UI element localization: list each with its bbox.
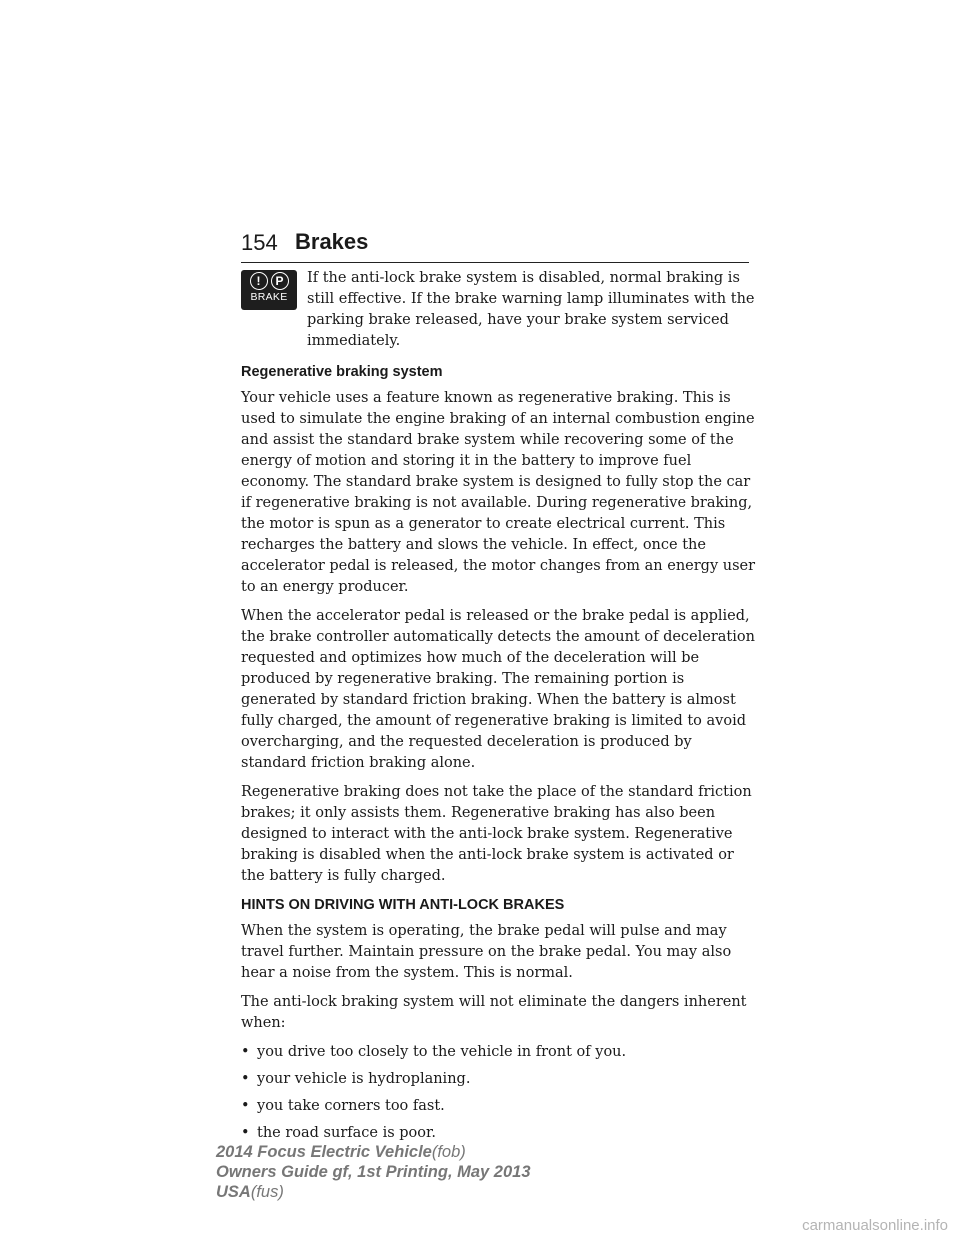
footer-line: Owners Guide gf, 1st Printing, May 2013 <box>216 1163 531 1181</box>
bullet-icon: • <box>241 1125 250 1141</box>
hints-paragraph: The anti-lock braking system will not eliminate the dangers inherent when: <box>241 994 747 1031</box>
footer-line: USA(fus) <box>216 1183 284 1201</box>
bullet-icon: • <box>241 1071 250 1087</box>
bullet-icon: • <box>241 1098 250 1114</box>
footer-line: 2014 Focus Electric Vehicle(fob) <box>216 1143 466 1161</box>
warning-text: If the anti-lock brake system is disabled, normal braking is still effective. If the brake warning lamp illuminates with the parking brake released, have your brake system serviced immediately. <box>307 270 755 349</box>
list-item <box>241 1069 756 1090</box>
regen-paragraph: Regenerative braking does not take the place of the standard friction brakes; it only assists them. Regenerative braking has also been designed to interact with the anti-lock brake system. Regenerative braking is disabled when the anti-lock brake system is activated or the battery is fully charged. <box>241 784 752 884</box>
section-title: Brakes <box>295 229 369 254</box>
list-item-text: you take corners too fast. <box>257 1098 445 1114</box>
exclamation-icon: ! <box>250 272 268 290</box>
regen-paragraph: Your vehicle uses a feature known as regenerative braking. This is used to simulate the engine braking of an internal combustion engine and assist the standard brake system while recovering some of the energy of motion and storing it in the battery to improve fuel economy. The standard brake system is designed to fully stop the car if regenerative braking is not available. During regenerative braking, the motor is spun as a generator to create electrical current. This recharges the battery and slows the vehicle. In effect, once the accelerator pedal is released, the motor changes from an energy user to an energy producer. <box>241 390 756 595</box>
regen-heading: Regenerative braking system <box>241 364 443 380</box>
page-content <box>241 268 756 1150</box>
hints-paragraph: When the system is operating, the brake pedal will pulse and may travel further. Maintain pressure on the brake pedal. You may also hear a noise from the system. This is normal. <box>241 923 732 981</box>
warning-block <box>241 268 756 352</box>
regen-paragraph: When the accelerator pedal is released or the brake pedal is applied, the brake controller automatically detects the amount of deceleration requested and optimizes how much of the deceleration will be produced by regenerative braking. The remaining portion is generated by standard friction braking. When the battery is almost fully charged, the amount of regenerative braking is limited to avoid overcharging, and the requested deceleration is produced by standard friction braking alone. <box>241 608 755 771</box>
list-item-text: you drive too closely to the vehicle in front of you. <box>257 1044 627 1060</box>
hints-heading: HINTS ON DRIVING WITH ANTI-LOCK BRAKES <box>241 897 565 913</box>
watermark-link[interactable]: carmanualsonline.info <box>802 1217 948 1234</box>
footer <box>216 1142 531 1202</box>
lamp-label: BRAKE <box>250 291 288 303</box>
parking-icon: P <box>271 272 289 290</box>
page-number: 154 <box>241 230 278 255</box>
list-item-text: the road surface is poor. <box>257 1125 436 1141</box>
page-header <box>241 228 749 263</box>
bullet-icon: • <box>241 1044 250 1060</box>
danger-list <box>241 1042 756 1144</box>
list-item <box>241 1123 756 1144</box>
list-item-text: your vehicle is hydroplaning. <box>257 1071 471 1087</box>
list-item <box>241 1096 756 1117</box>
brake-warning-lamp-icon <box>241 270 297 310</box>
list-item <box>241 1042 756 1063</box>
